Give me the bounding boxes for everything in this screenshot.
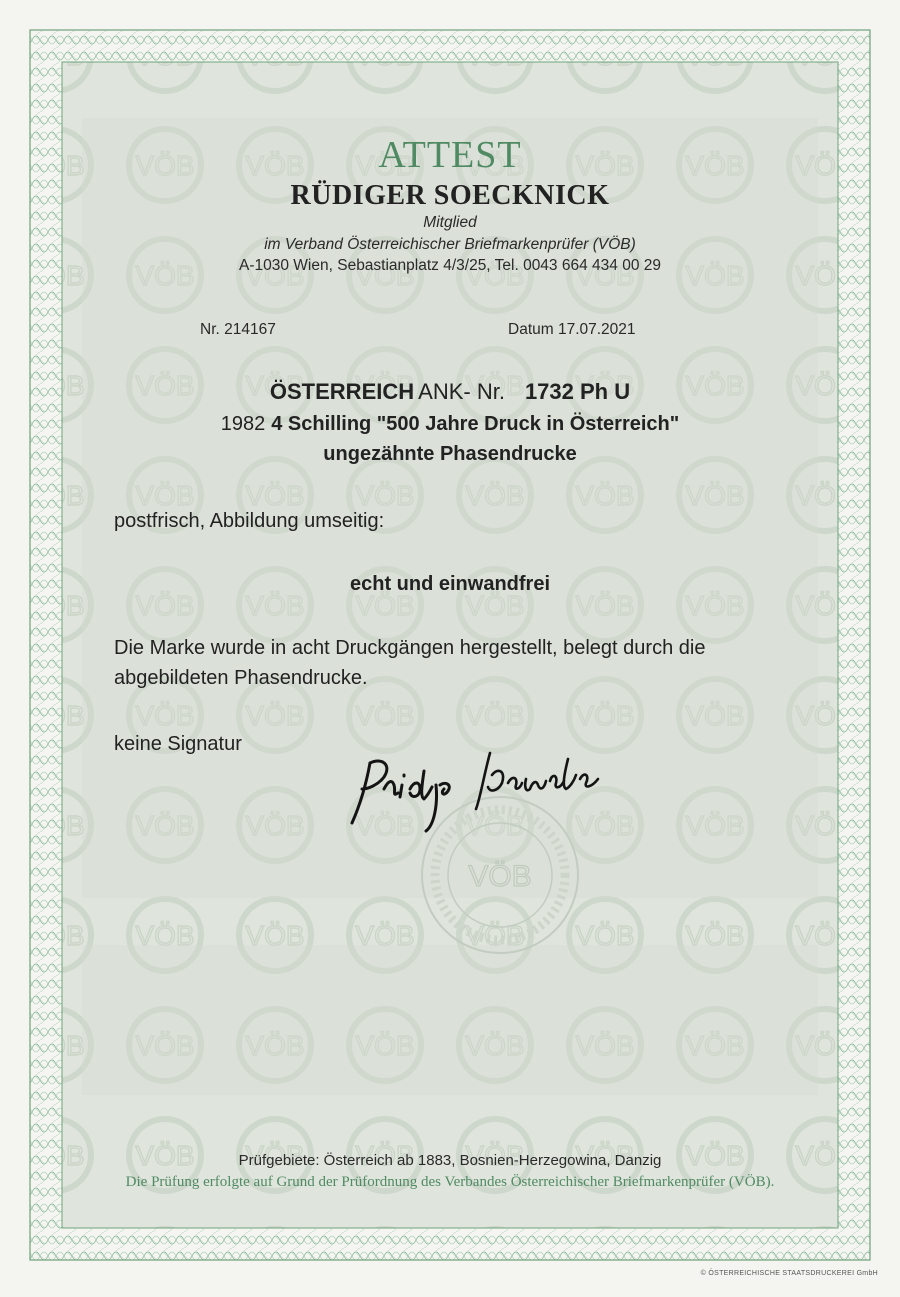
printer-imprint: © ÖSTERREICHISCHE STAATSDRUCKEREI GmbH [700,1270,878,1277]
stamp-country: ÖSTERREICH [269,379,415,404]
catalog-number: 1732 Ph U [524,379,631,404]
catalog-label: ANK- Nr. [418,379,505,404]
examination-basis: Die Prüfung erfolgte auf Grund der Prüfordnung des Verbandes Österreichischer Briefmarkenprüfer (VÖB). [125,1174,775,1190]
signature-note: keine Signatur [114,733,242,755]
certificate-date: Datum 17.07.2021 [508,321,636,338]
remark-line-2: abgebildeten Phasendrucke. [114,667,368,689]
certificate-number: Nr. 214167 [200,321,276,338]
examination-areas: Prüfgebiete: Österreich ab 1883, Bosnien-Herzegowina, Danzig [238,1152,662,1169]
stamp-description: 4 Schilling "500 Jahre Druck in Österreich" [271,413,680,435]
certificate-title: ATTEST [378,134,522,176]
remark-line-1: Die Marke wurde in acht Druckgängen hergestellt, belegt durch die [114,637,706,659]
stamp-description-line [0,413,900,436]
handwritten-signature [340,745,610,835]
verdict-text: echt und einwandfrei [349,573,551,595]
seal-text: VÖB [468,860,532,893]
examiner-name: RÜDIGER SOECKNICK [290,180,610,211]
stamp-variant: ungezähnte Phasendrucke [323,443,577,465]
condition-text: postfrisch, Abbildung umseitig: [114,510,385,532]
stamp-year: 1982 [220,413,266,435]
examiner-address: A-1030 Wien, Sebastianplatz 4/3/25, Tel. 0043 664 434 00 29 [239,257,661,274]
membership-line: Mitglied [423,214,477,231]
stamp-catalog-line [0,379,900,405]
association-line: im Verband Österreichischer Briefmarkenprüfer (VÖB) [264,236,636,253]
